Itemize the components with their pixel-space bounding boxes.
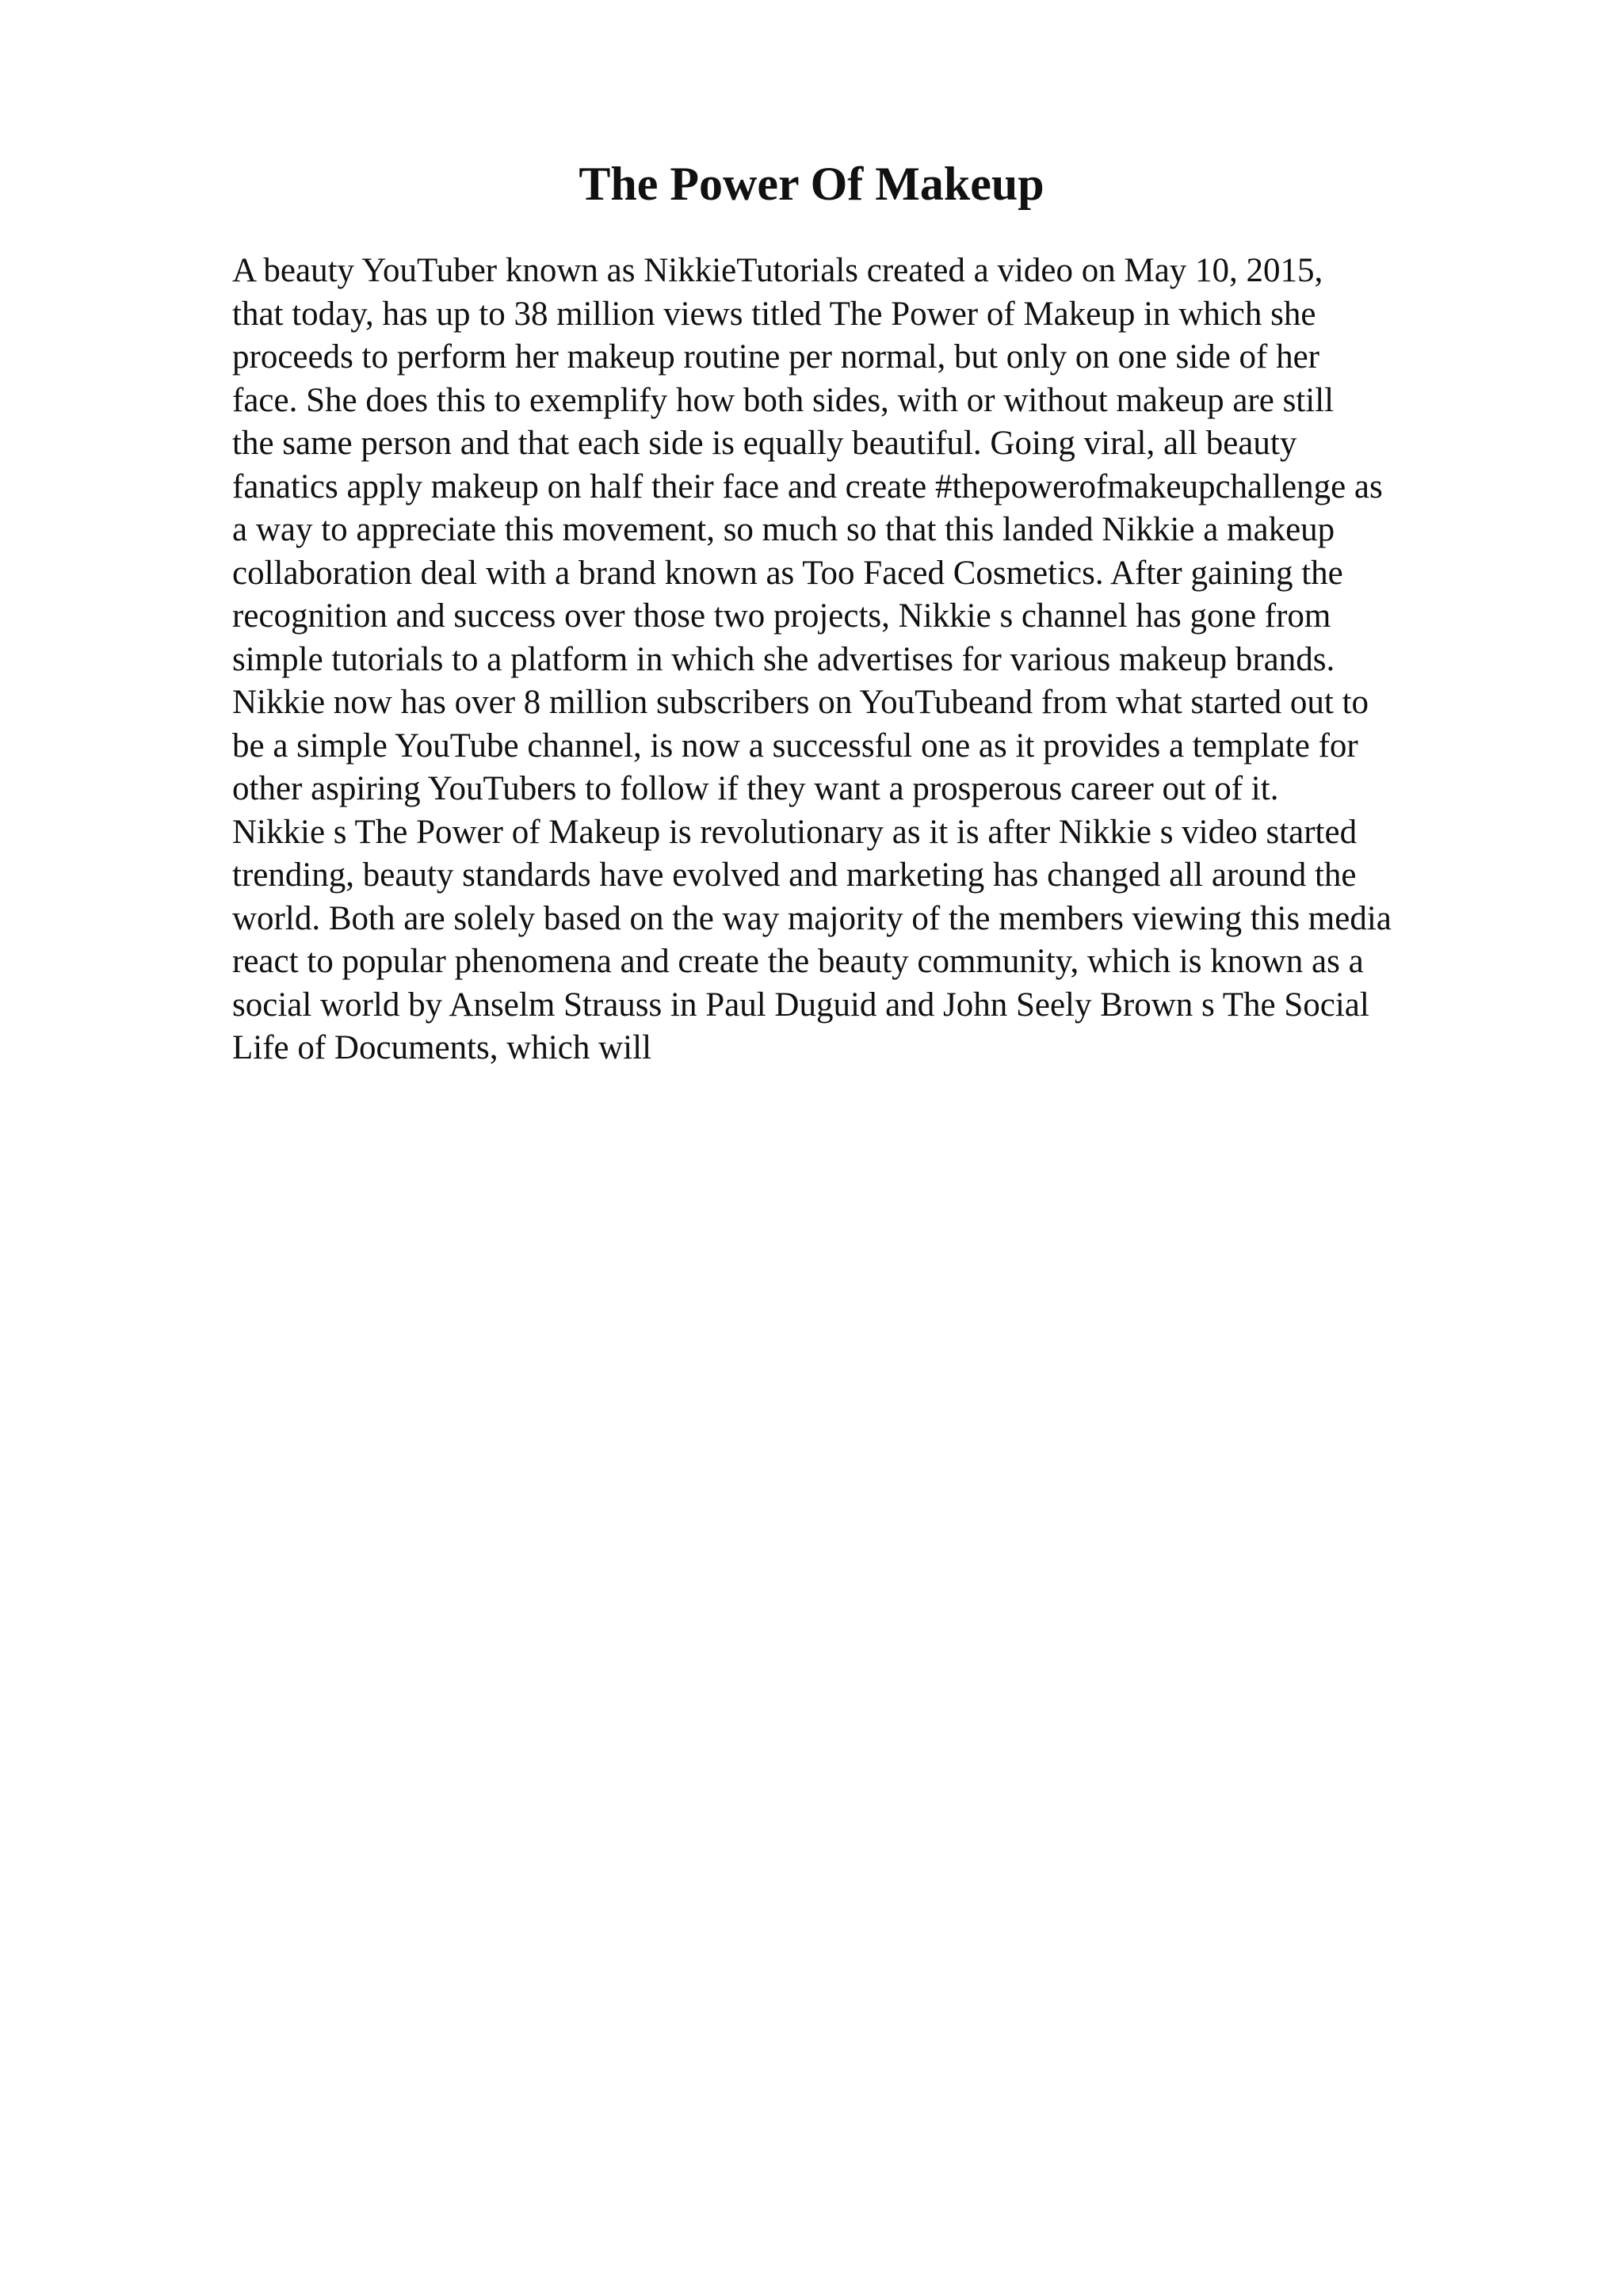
body-line: react to popular phenomena and create the beauty community, which is known as a	[232, 943, 1364, 980]
body-line: A beauty YouTuber known as NikkieTutorials created a video on May 10, 2015,	[232, 252, 1323, 289]
body-line: Life of Documents, which will	[232, 1029, 652, 1066]
body-line: other aspiring YouTubers to follow if they want a prosperous career out of it.	[232, 770, 1279, 807]
body-line: that today, has up to 38 million views titled The Power of Makeup in which she	[232, 295, 1316, 333]
body-line: world. Both are solely based on the way majority of the members viewing this media	[232, 899, 1392, 937]
document-title: The Power Of Makeup	[579, 158, 1044, 210]
body-line: a way to appreciate this movement, so much so that this landed Nikkie a makeup	[232, 511, 1335, 548]
body-line: the same person and that each side is equally beautiful. Going viral, all beauty	[232, 425, 1297, 462]
document-body	[232, 250, 1516, 1070]
body-line: social world by Anselm Strauss in Paul Duguid and John Seely Brown s The Social	[232, 986, 1369, 1024]
body-line: simple tutorials to a platform in which she advertises for various makeup brands.	[232, 640, 1335, 678]
body-line: Nikkie s The Power of Makeup is revolutionary as it is after Nikkie s video started	[232, 813, 1358, 851]
body-line: fanatics apply makeup on half their face and create #thepowerofmakeupchallenge as	[232, 467, 1383, 505]
body-line: collaboration deal with a brand known as Too Faced Cosmetics. After gaining the	[232, 554, 1343, 592]
body-line: Nikkie now has over 8 million subscribers on YouTubeand from what started out to	[232, 684, 1369, 721]
body-line: proceeds to perform her makeup routine per normal, but only on one side of her	[232, 338, 1319, 376]
body-line: be a simple YouTube channel, is now a successful one as it provides a template for	[232, 727, 1358, 765]
body-line: face. She does this to exemplify how both sides, with or without makeup are still	[232, 381, 1335, 419]
body-line: trending, beauty standards have evolved and marketing has changed all around the	[232, 856, 1357, 894]
body-line: recognition and success over those two projects, Nikkie s channel has gone from	[232, 597, 1331, 635]
